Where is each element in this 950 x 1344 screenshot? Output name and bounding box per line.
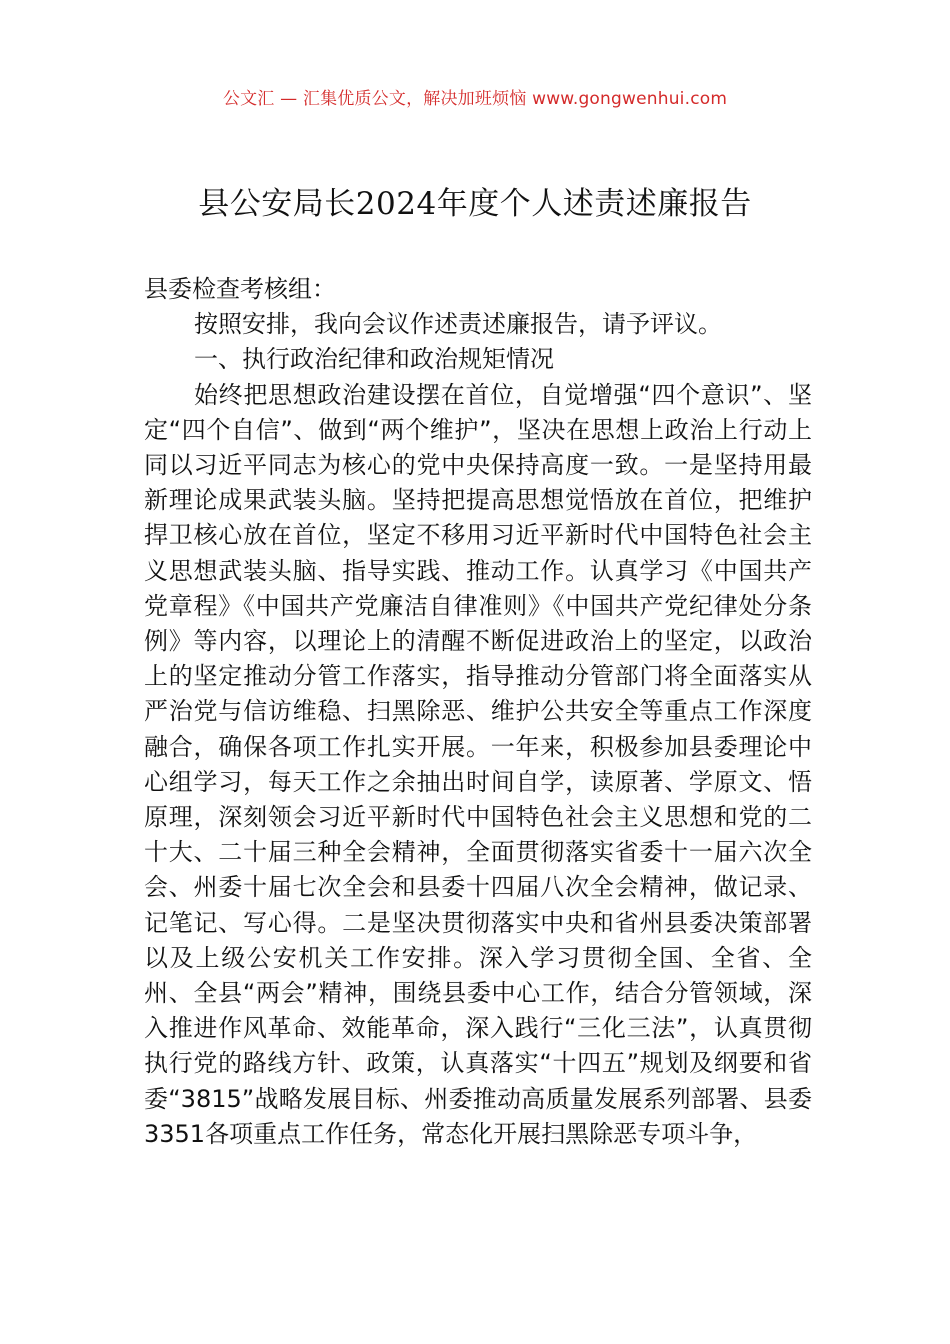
header-banner: 公文汇 — 汇集优质公文，解决加班烦恼 www.gongwenhui.com: [222, 89, 728, 109]
document-title: 县公安局长2024年度个人述责述廉报告: [198, 186, 752, 222]
paragraph-body: 始终把思想政治建设摆在首位，自觉增强“四个意识”、坚定“四个自信”、做到“两个维护”，坚决在思想上政治上行动上同以习近平同志为核心的党中央保持高度一致。一是坚持用最新理论成果武装头脑。坚持把提高思想觉悟放在首位，把维护捍卫核心放在首位，坚定不移用习近平新时代中国特色社会主义思想武装头脑、指导实践、推动工作。认真学习《中国共产党章程》《中国共产党廉洁自律准则》《中国共产党纪律处分条例》等内容，以理论上的清醒不断促进政治上的坚定，以政治上的坚定推动分管工作落实，指导推动分管部门将全面落实从严治党与信访维稳、扫黑除恶、维护公共安全等重点工作深度融合，确保各项工作扎实开展。一年来，积极参加县委理论中心组学习，每天工作之余抽出时间自学，读原著、学原文、悟原理，深刻领会习近平新时代中国特色社会主义思想和党的二十大、二十届三种全会精神，全面贯彻落实省委十一届六次全会、州委十届七次全会和县委十四届八次全会精神，做记录、记笔记、写心得。二是坚决贯彻落实中央和省州县委决策部署以及上级公安机关工作安排。深入学习贯彻全国、全省、全州、全县“两会”精神，围绕县委中心工作，结合分管领域，深入推进作风革命、效能革命，深入践行“三化三法”，认真贯彻执行党的路线方针、政策，认真落实“十四五”规划及纲要和省委“3815”战略发展目标、州委推动高质量发展系列部署、县委3351各项重点工作任务，常态化开展扫黑除恶专项斗争，: [144, 380, 812, 1148]
document-body: [144, 272, 812, 1152]
salutation: 县委检查考核组：: [144, 275, 336, 303]
paragraph-intro: 按照安排，我向会议作述责述廉报告，请予评议。: [194, 310, 722, 339]
section-heading: 一、执行政治纪律和政治规矩情况: [194, 345, 554, 374]
